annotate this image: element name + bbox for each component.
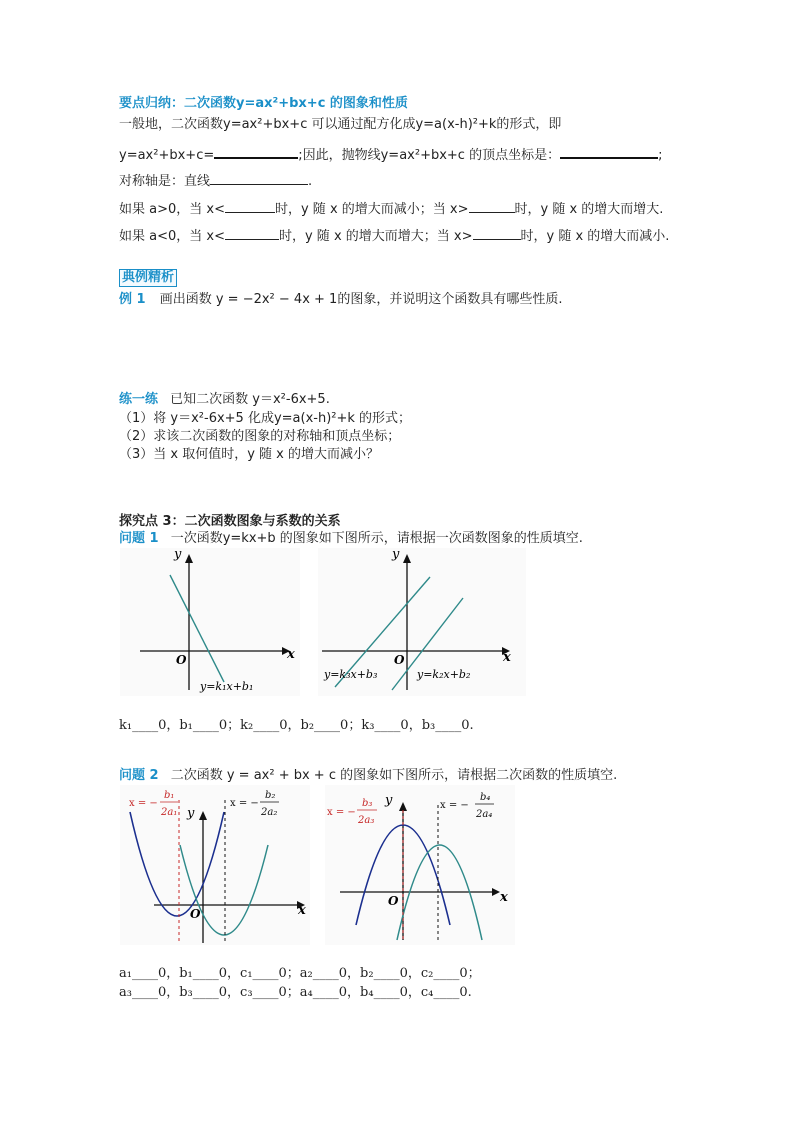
axis-1-denominator: 2a₁ (161, 807, 178, 818)
section-badge: 典例精析 (119, 269, 177, 287)
axis-2-prefix: x = − (230, 798, 259, 809)
x-label: x (500, 890, 508, 905)
axis-3-prefix: x = − (327, 807, 356, 818)
text-fragment: 时，y 随 x 的增大而增大. (514, 202, 664, 217)
origin-label: O (394, 653, 405, 667)
axis-4-denominator: 2a₄ (476, 809, 493, 820)
section-title-key-points: 要点归纳：二次函数y=ax²+bx+c 的图象和性质 (119, 96, 408, 111)
graph-background (120, 785, 310, 945)
origin-label: O (176, 653, 187, 667)
practice-question-3: （3）当 x 取何值时，y 随 x 的增大而减小？ (119, 447, 380, 462)
axis-1-prefix: x = − (129, 798, 158, 809)
text-fragment: 如果 a<0，当 x< (119, 229, 225, 244)
text-fragment: ;因此，抛物线y=ax²+bx+c 的顶点坐标是： (298, 148, 561, 163)
text-fragment: 时，y 随 x 的增大而减小. (520, 229, 670, 244)
x-label: x (287, 647, 295, 662)
practice-question-2: （2）求该二次函数的图象的对称轴和顶点坐标； (119, 429, 401, 444)
y-label: y (385, 793, 393, 808)
practice-text: 已知二次函数 y＝x²-6x+5. (170, 392, 330, 407)
example-label: 例 1 (119, 292, 146, 307)
section-title-explore-3: 探究点 3：二次函数图象与系数的关系 (119, 514, 341, 529)
example-text: 画出函数 y = −2x² − 4x + 1的图象，并说明这个函数具有哪些性质. (159, 292, 563, 307)
origin-label: O (190, 907, 201, 921)
line-k2-label: y=k₂x+b₂ (417, 668, 471, 681)
x-label: x (503, 650, 511, 665)
axis-4-numerator: b₄ (480, 792, 491, 803)
text-fragment: ; (658, 148, 663, 163)
question-2-answers-row-2[interactable]: a₃____0，b₃____0，c₃____0；a₄____0，b₄____0，c₄____0. (119, 985, 472, 1000)
line-k3-label: y=k₃x+b₃ (324, 668, 378, 681)
line-k1-label: y=k₁x+b₁ (200, 680, 254, 693)
axis-3-numerator: b₃ (362, 798, 373, 809)
axis-3-denominator: 2a₃ (358, 815, 375, 826)
question-1-label: 问题 1 (119, 531, 159, 546)
text-fragment: 时，y 随 x 的增大而增大；当 x> (278, 229, 473, 244)
y-label: y (174, 547, 182, 562)
question-2-text: 二次函数 y = ax² + bx + c 的图象如下图所示，请根据二次函数的性质填空. (170, 768, 618, 783)
practice-question-1: （1）将 y＝x²-6x+5 化成y=a(x-h)²+k 的形式； (119, 411, 412, 426)
practice-label: 练一练 (119, 392, 159, 407)
quadratic-graph-left (120, 785, 310, 945)
question-2-label: 问题 2 (119, 768, 159, 783)
origin-label: O (388, 894, 399, 908)
quadratic-graph-right (325, 785, 515, 945)
text-fragment: . (308, 174, 313, 189)
text-fragment: 如果 a>0，当 x< (119, 202, 225, 217)
text-fragment: 对称轴是：直线 (119, 174, 211, 189)
axis-4-prefix: x = − (440, 800, 469, 811)
question-2-answers-row-1[interactable]: a₁____0，b₁____0，c₁____0；a₂____0，b₂____0，c₂____0； (119, 966, 481, 981)
text-fragment: y=ax²+bx+c= (119, 148, 215, 163)
y-label: y (187, 806, 195, 821)
axis-2-denominator: 2a₂ (261, 807, 278, 818)
question-1-answers[interactable]: k₁____0，b₁____0；k₂____0，b₂____0；k₃____0，b₃____0. (119, 718, 474, 733)
paragraph-vertex-form: 一般地，二次函数y=ax²+bx+c 可以通过配方化成y=a(x-h)²+k的形式，即 (119, 117, 562, 132)
question-1-text: 一次函数y=kx+b 的图象如下图所示，请根据一次函数图象的性质填空. (170, 531, 583, 546)
axis-2-numerator: b₂ (265, 790, 276, 801)
y-label: y (392, 547, 400, 562)
text-fragment: 时，y 随 x 的增大而减小；当 x> (274, 202, 469, 217)
axis-1-numerator: b₁ (164, 790, 175, 801)
x-label: x (298, 903, 306, 918)
